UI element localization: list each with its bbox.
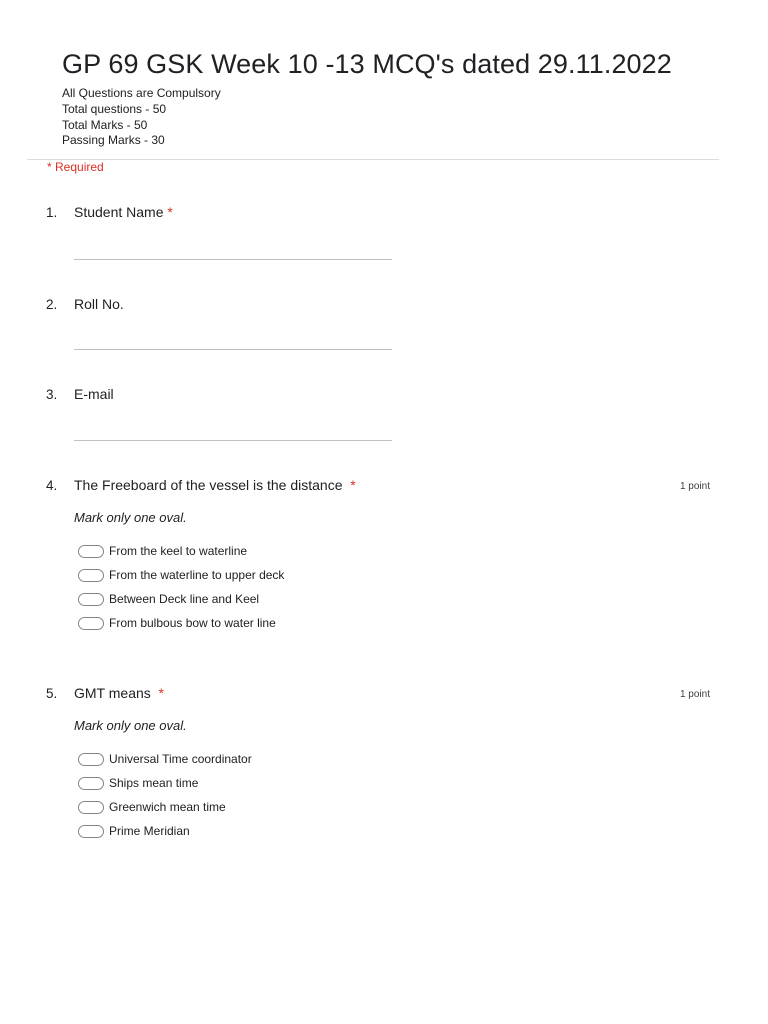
question-number: 3. [46,387,58,402]
roll-no-input[interactable] [74,349,392,350]
option-label: From the keel to waterline [109,544,248,558]
option-label: Between Deck line and Keel [109,592,260,606]
required-asterisk: * [350,477,356,493]
option-row[interactable] [78,775,198,791]
option-label: From the waterline to upper deck [109,568,285,582]
question-number: 1. [46,205,58,220]
form-title: GP 69 GSK Week 10 -13 MCQ's dated 29.11.2022 [62,49,672,79]
radio-oval[interactable] [78,545,104,558]
radio-oval[interactable] [78,777,104,790]
option-label: Universal Time coordinator [109,752,252,766]
option-row[interactable] [78,823,190,839]
question-text: The Freeboard of the vessel is the distance [74,477,343,493]
option-row[interactable] [78,751,252,767]
radio-oval[interactable] [78,825,104,838]
option-row[interactable] [78,567,284,583]
question-number: 5. [46,686,58,701]
required-asterisk: * [167,204,173,220]
question-number: 2. [46,297,58,312]
description-line: All Questions are Compulsory [62,86,221,100]
description-line: Total Marks - 50 [62,117,148,132]
radio-oval[interactable] [78,753,104,766]
question-title [74,204,173,220]
instruction-text: Mark only one oval. [74,718,187,733]
option-label: Ships mean time [109,776,199,790]
question-text: Roll No. [74,296,124,312]
question-title [74,477,356,493]
instruction-text: Mark only one oval. [74,510,187,525]
question-title [74,386,114,402]
option-label: Greenwich mean time [109,800,226,814]
description-line: Passing Marks - 30 [62,133,165,148]
radio-oval[interactable] [78,617,104,630]
option-row[interactable] [78,543,247,559]
email-input[interactable] [74,440,392,441]
option-label: From bulbous bow to water line [109,616,276,630]
points-label: 1 point [679,689,710,700]
required-asterisk: * [158,685,164,701]
student-name-input[interactable] [74,259,392,260]
option-row[interactable] [78,799,226,815]
required-note: * Required [47,160,104,174]
description-line: Total questions - 50 [62,101,167,116]
form-description [62,86,221,149]
question-text: E-mail [74,386,114,402]
radio-oval[interactable] [78,593,104,606]
option-row[interactable] [78,591,259,607]
question-title [74,685,164,701]
question-text: Student Name [74,204,164,220]
question-title [74,296,124,312]
question-text: GMT means [74,685,151,701]
radio-oval[interactable] [78,801,104,814]
option-row[interactable] [78,615,276,631]
header-divider [27,159,719,160]
question-number: 4. [46,478,58,493]
option-label: Prime Meridian [109,824,190,838]
points-label: 1 point [679,481,710,492]
radio-oval[interactable] [78,569,104,582]
